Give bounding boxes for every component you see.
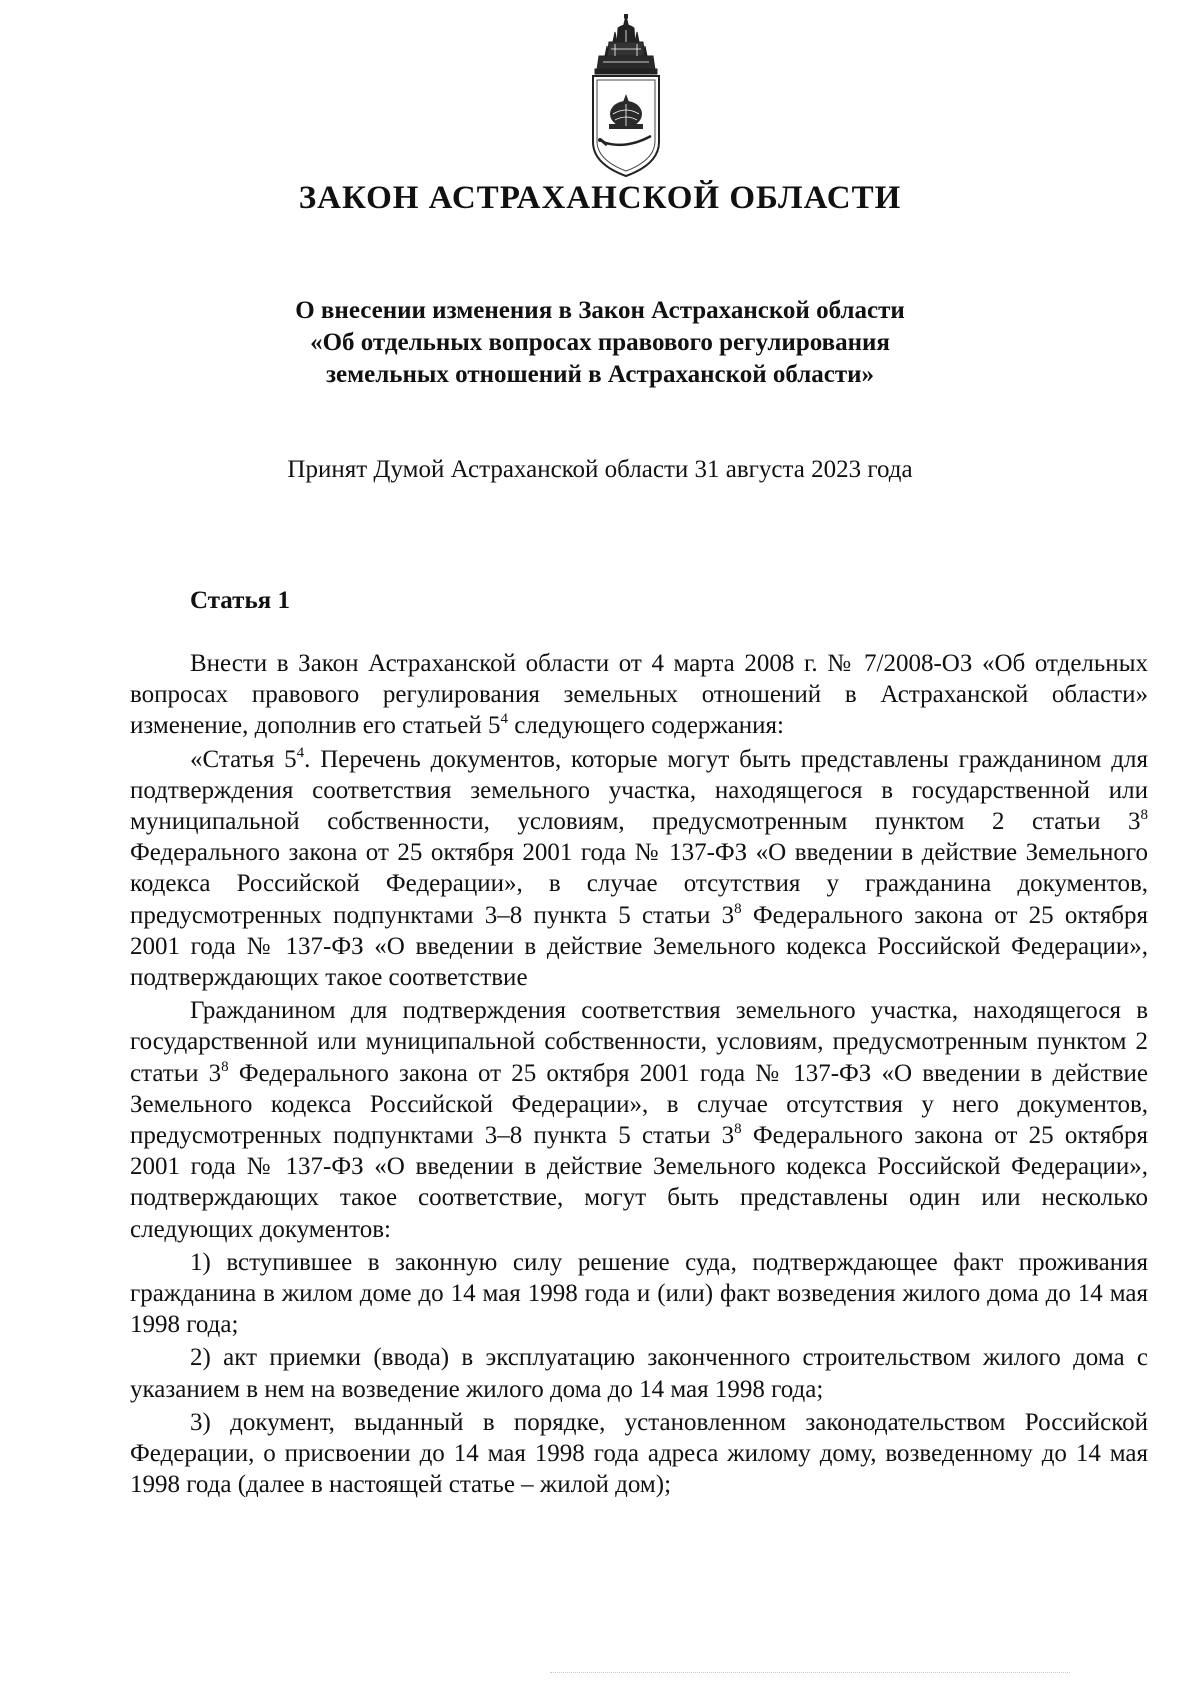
text-run: Федерального закона от 25 октября 2001 года № 137-ФЗ «О введении в действие Земельного кодекса Российской Федерации», подтверждающих такое соответствие	[130, 901, 1148, 992]
text-run: Внести в Закон Астраханской области от 4 марта 2008 г. № 7/2008-ОЗ «Об отдельных вопросах правового регулирования земельных отношений в Астраханской области» изменение, дополнив его статьей 5	[130, 650, 1148, 740]
list-item: 2) акт приемки (ввода) в эксплуатацию законченного строительством жилого дома с указанием в нем на возведение жилого дома до 14 мая 1998 года;	[130, 1344, 1148, 1403]
subject-line: «Об отдельных вопросах правового регулирования	[310, 329, 890, 356]
text-run: Федерального закона от 25 октября 2001 года № 137-ФЗ «О введении в действие Земельного кодекса Российской Федерации», в случае отсутствия у него документов, предусмотренных подпунктами 3–8 пункта 5 статьи 3	[130, 1059, 1148, 1150]
text-run: «Статья 5	[190, 745, 297, 773]
article-heading: Статья 1	[190, 587, 290, 614]
paragraph	[130, 995, 1148, 1245]
text-run: Гражданином для подтверждения соответствия земельного участка, находящегося в государственной или муниципальной собственности, условиям, предусмотренным пунктом 2 статьи 3	[130, 997, 1148, 1087]
superscript: 8	[734, 900, 742, 917]
law-title: ЗАКОН АСТРАХАНСКОЙ ОБЛАСТИ	[298, 180, 902, 216]
text-run: . Перечень документов, которые могут быть представлены гражданином для подтверждения соответствия земельного участка, находящегося в государственной или муниципальной собственности, условиям, предусмотренным пунктом 2 статьи 3	[130, 745, 1148, 836]
list-item: 3) документ, выданный в порядке, установленном законодательством Российской Федерации, о присвоении до 14 мая 1998 года адреса жилому дому, возведенному до 14 мая 1998 года (далее в настоящей статье – жилой дом);	[130, 1408, 1148, 1499]
list-item: 1) вступившее в законную силу решение суда, подтверждающее факт проживания гражданина в жилом доме до 14 мая 1998 года и (или) факт возведения жилого дома до 14 мая 1998 года;	[130, 1248, 1148, 1339]
text-run: следующего содержания:	[508, 712, 784, 740]
astrakhan-coat-of-arms-icon	[585, 14, 667, 180]
subject-line: О внесении изменения в Закон Астраханской области	[295, 297, 905, 324]
paragraph	[130, 648, 1148, 742]
subject-line: земельных отношений в Астраханской области»	[325, 361, 875, 388]
superscript: 8	[1140, 807, 1148, 824]
scan-artifact-line	[550, 1672, 1070, 1673]
paragraph	[130, 744, 1148, 994]
superscript: 4	[500, 711, 509, 728]
text-run: Федерального закона от 25 октября 2001 года № 137-ФЗ «О введении в действие Земельного кодекса Российской Федерации», подтверждающих такое соответствие, могут быть представлены один или несколько следующих документов:	[130, 1122, 1148, 1243]
article-body	[130, 648, 1148, 1502]
superscript: 4	[296, 744, 305, 761]
superscript: 8	[221, 1058, 229, 1075]
text-run: Федерального закона от 25 октября 2001 года № 137-ФЗ «О введении в действие Земельного кодекса Российской Федерации», в случае отсутствия у гражданина документов, предусмотренных подпунктами 3–8 пункта 5 статьи 3	[130, 839, 1148, 929]
superscript: 8	[734, 1121, 742, 1138]
adoption-statement: Принят Думой Астраханской области 31 августа 2023 года	[287, 456, 913, 483]
law-subject	[0, 295, 1200, 391]
